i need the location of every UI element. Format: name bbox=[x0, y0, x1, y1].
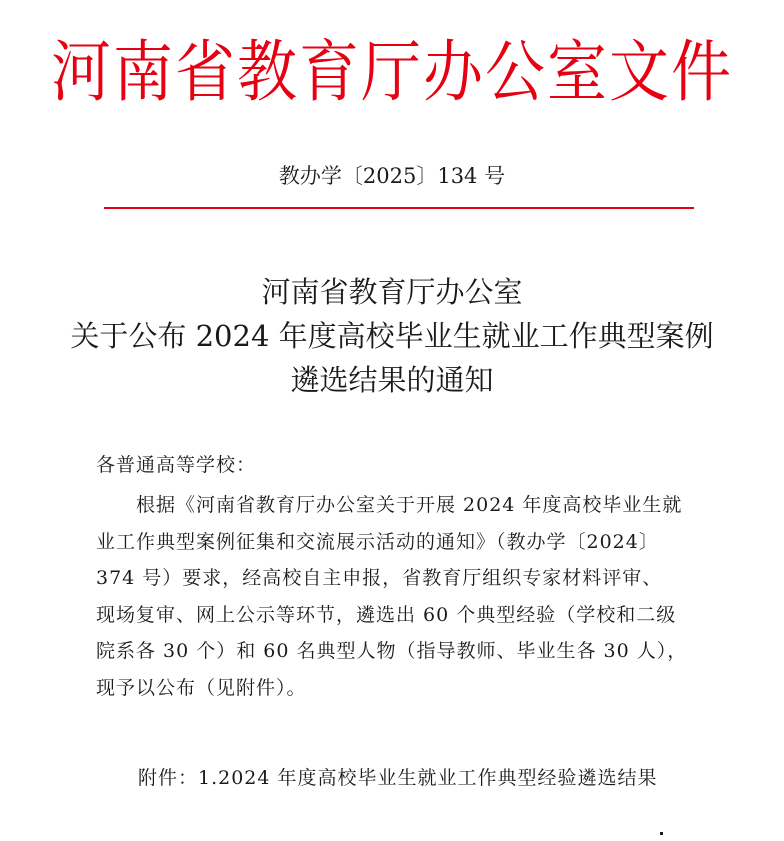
body-line-6: 现予以公布（见附件）。 bbox=[96, 676, 307, 699]
body-line-3: 374 号）要求，经高校自主申报，省教育厅组织专家材料评审、 bbox=[96, 567, 663, 590]
red-separator-line bbox=[104, 207, 694, 209]
body-line-4: 现场复审、网上公示等环节，遴选出 60 个典型经验（学校和二级 bbox=[96, 603, 677, 626]
addressee-line: 各普通高等学校： bbox=[96, 454, 257, 476]
title-line-2: 关于公布 2024 年度高校毕业生就业工作典型案例 bbox=[70, 319, 714, 353]
body-line-5: 院系各 30 个）和 60 名典型人物（指导教师、毕业生各 30 人）， bbox=[96, 640, 688, 663]
document-number: 教办学〔2025〕134 号 bbox=[278, 164, 506, 188]
attachment-line: 附件：1.2024 年度高校毕业生就业工作典型经验遴选结果 bbox=[138, 767, 658, 789]
body-paragraph bbox=[96, 487, 700, 707]
body-line-1: 根据《河南省教育厅办公室关于开展 2024 年度高校毕业生就 bbox=[136, 494, 683, 516]
body-line-2: 业工作典型案例征集和交流展示活动的通知》（教办学〔2024〕 bbox=[96, 530, 659, 553]
title-line-3: 遴选结果的通知 bbox=[290, 363, 494, 397]
document-issuer-header: 河南省教育厅办公室文件 bbox=[51, 33, 733, 112]
title-line-1: 河南省教育厅办公室 bbox=[261, 275, 523, 309]
notice-title bbox=[0, 270, 784, 402]
page-mark bbox=[660, 832, 663, 835]
